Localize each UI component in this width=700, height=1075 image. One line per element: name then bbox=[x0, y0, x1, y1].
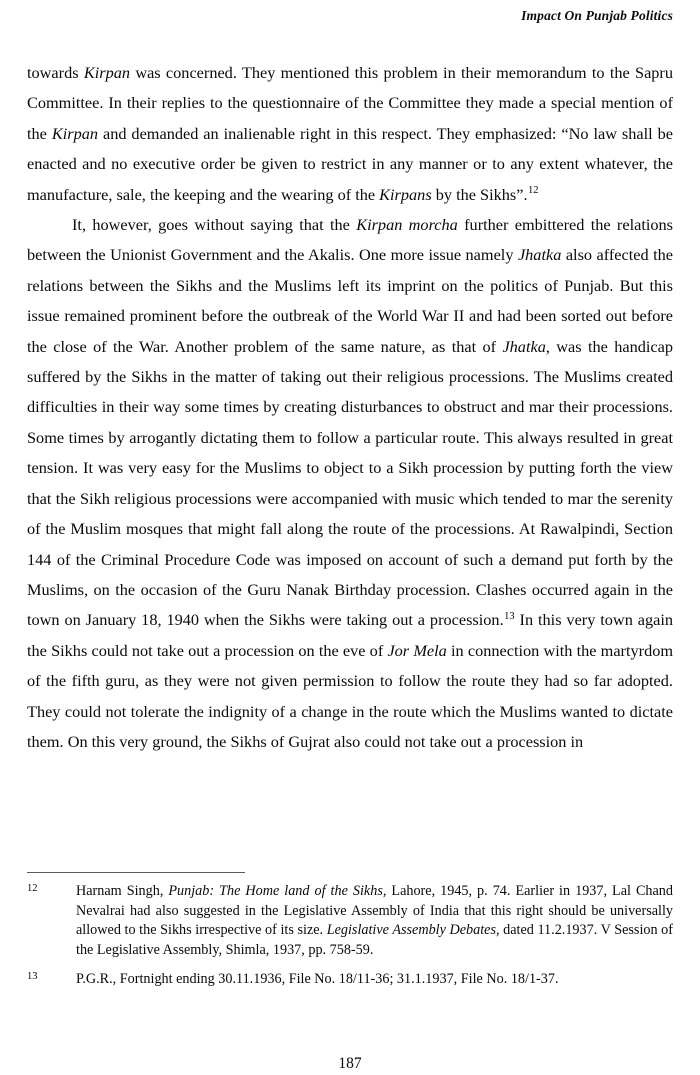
footnote-area bbox=[27, 872, 673, 990]
italic-term: Legislative Assembly Debates bbox=[326, 922, 496, 939]
footnote-number: 13 bbox=[27, 971, 38, 983]
footnote-separator-rule bbox=[27, 872, 245, 873]
footnote-text: P.G.R., Fortnight ending 30.11.1936, File No. 18/11-36; 31.1.1937, File No. 18/1-37. bbox=[76, 971, 559, 988]
footnote-number: 12 bbox=[27, 883, 38, 894]
footnote-12 bbox=[27, 882, 673, 960]
italic-term: Kirpan bbox=[83, 63, 131, 82]
running-header-title: Impact On Punjab Politics bbox=[521, 8, 673, 23]
italic-term: Jhatka bbox=[517, 245, 562, 265]
italic-term: Jor Mela bbox=[387, 640, 447, 660]
body-text-block bbox=[27, 58, 673, 757]
paragraph-kirpan-memorandum: towards Kirpan was concerned. They mentioned this problem in their memorandum to the Sapru Committee. In their replies to the questionnaire of the Committee they made a special mention of the Kirpan and demanded an inalienable right in this respect. They emphasized: “No law shall be enacted and no executive order be given to restrict in any manner or to any extent whatever, the manufacture, sale, the keeping and the wearing of the Kirpans by the Sikhs”.$^{12}$ bbox=[27, 63, 674, 204]
italic-term: Punjab: The Home land of the Sikhs bbox=[168, 883, 383, 899]
footnote-reference[interactable]: 13 bbox=[504, 610, 515, 622]
italic-term: Jhatka bbox=[502, 336, 546, 356]
italic-term: Kirpans bbox=[379, 184, 432, 204]
italic-term: Kirpan bbox=[51, 123, 99, 143]
italic-term: Kirpan morcha bbox=[356, 215, 458, 235]
paragraph-jhatka-processions: It, however, goes without saying that the Kirpan morcha further embittered the relations between the Unionist Government and the Akalis. One more issue namely Jhatka also affected the relations between the Sikhs and the Muslims left its imprint on the politics of Punjab. But this issue remained prominent before the outbreak of the World War II and had been sorted out before the close of the War. Another problem of the same nature, as that of Jhatka, was the handicap suffered by the Sikhs in the matter of taking out their religious processions. The Muslims created difficulties in their way some times by creating disturbances to obstruct and mar their processions. Some times by arrogantly dictating them to follow a particular route. This always resulted in great tension. It was very easy for the Muslims to object to a Sikh procession by putting forth the view that the Sikh religious processions were accompanied with music which tended to mar the serenity of the Muslim mosques that might fall along the route of the processions. At Rawalpindi, Section 144 of the Criminal Procedure Code was imposed on account of such a demand put forth by the Muslims, on the occasion of the Guru Nanak Birthday procession. Clashes occurred again in the town on January 18, 1940 when the Sikhs were taking out a procession.$^{13}$ In this very town again the Sikhs could not take out a procession on the eve of Jor Mela in connection with the martyrdom of the fifth guru, as they were not given permission to follow the route they had so far adopted. They could not tolerate the indignity of a change in the route which the Muslims wanted to dictate them. On this very ground, the Sikhs of Gujrat also could not take out a procession in bbox=[27, 215, 674, 751]
footnote-text: Harnam Singh, Punjab: The Home land of the Sikhs, Lahore, 1945, p. 74. Earlier in 1937, Lal Chand Nevalrai had also suggested in the Legislative Assembly of India that this right should be universally allowed to the Sikhs irrespective of its size. Legislative Assembly Debates, dated 11.2.1937. V Session of the Legislative Assembly, Shimla, 1937, pp. 758-59. bbox=[76, 883, 673, 958]
footnote-13 bbox=[27, 970, 673, 990]
page-number: 187 bbox=[338, 1055, 362, 1072]
footnote-reference[interactable]: 12 bbox=[528, 185, 539, 197]
